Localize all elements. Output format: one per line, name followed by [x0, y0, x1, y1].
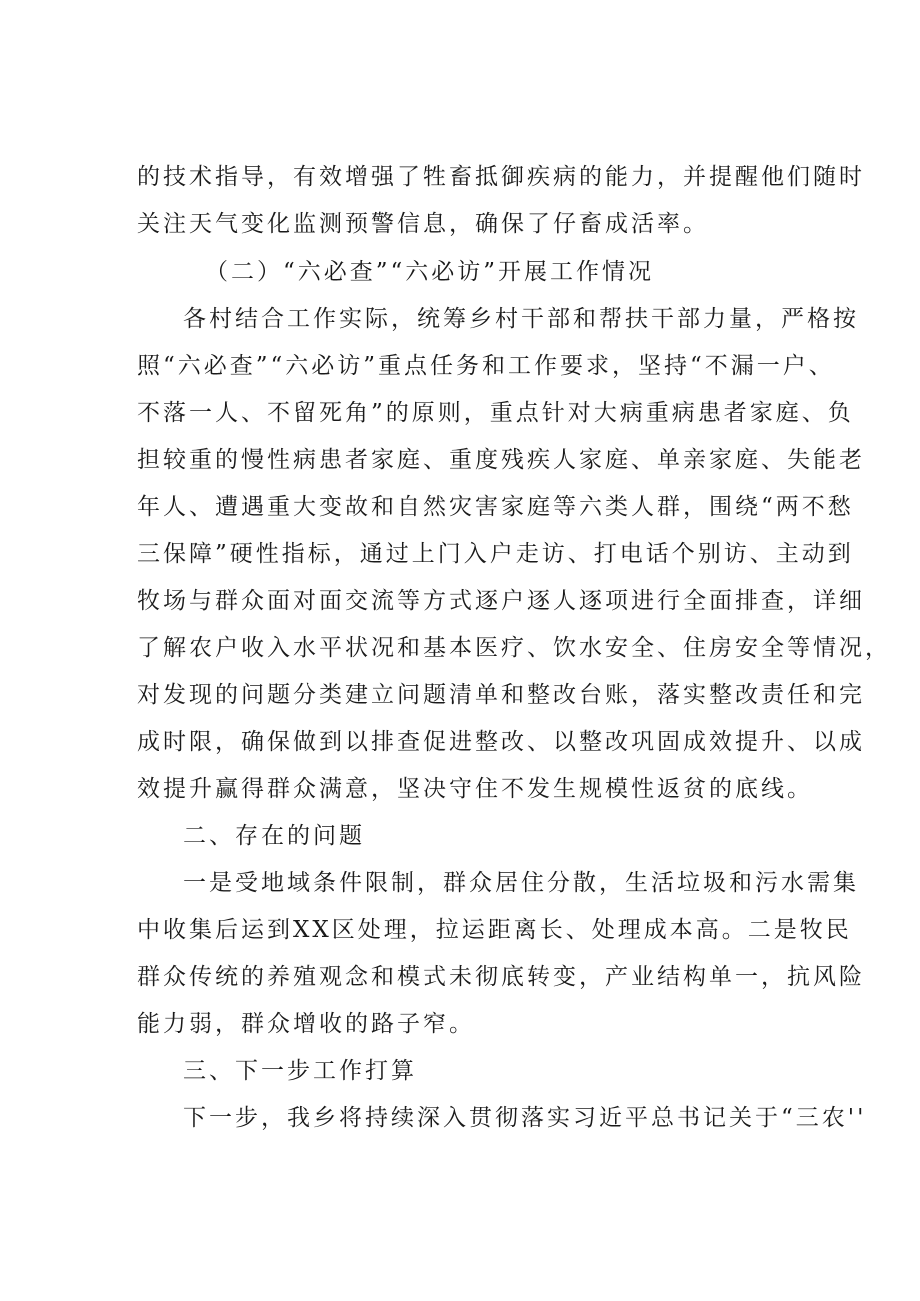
body-line: 照“六必查”“六必访”重点任务和工作要求，坚持“不漏一户、 [137, 353, 835, 379]
section-subheading: （二）“六必查”“六必访”开展工作情况 [205, 259, 655, 285]
body-line: 年人、遭遇重大变故和自然灾害家庭等六类人群，围绕“两不愁 [137, 494, 854, 520]
body-line: 牧场与群众面对面交流等方式逐户逐人逐项进行全面排查，详细 [137, 588, 865, 614]
body-line: 成时限，确保做到以排查促进整改、以整改巩固成效提升、以成 [137, 729, 865, 755]
body-line: 的技术指导，有效增强了牲畜抵御疾病的能力，并提醒他们随时 [137, 164, 865, 190]
section-heading: 三、下一步工作打算 [183, 1058, 417, 1084]
body-line: 对发现的问题分类建立问题清单和整改台账，落实整改责任和完 [137, 682, 865, 708]
body-line: 关注天气变化监测预警信息，确保了仔畜成活率。 [137, 211, 709, 237]
section-heading: 二、存在的问题 [183, 823, 365, 849]
body-line: 不落一人、不留死角”的原则，重点针对大病重病患者家庭、负 [137, 400, 854, 426]
body-line: 中收集后运到XX区处理，拉运距离长、处理成本高。二是牧民 [137, 917, 852, 943]
body-line: 担较重的慢性病患者家庭、重度残疾人家庭、单亲家庭、失能老 [137, 447, 865, 473]
body-line: 效提升赢得群众满意，坚决守住不发生规模性返贫的底线。 [137, 776, 813, 802]
paragraph-first-line: 一是受地域条件限制，群众居住分散，生活垃圾和污水需集 [183, 870, 859, 896]
paragraph-first-line: 下一步，我乡将持续深入贯彻落实习近平总书记关于“三农'' [183, 1105, 867, 1131]
body-line: 三保障”硬性指标，通过上门入户走访、打电话个别访、主动到 [137, 541, 854, 567]
body-line: 能力弱，群众增收的路子窄。 [137, 1011, 475, 1037]
body-line: 了解农户收入水平状况和基本医疗、饮水安全、住房安全等情况， [137, 635, 891, 661]
paragraph-first-line: 各村结合工作实际，统筹乡村干部和帮扶干部力量，严格按 [183, 306, 859, 332]
body-line: 群众传统的养殖观念和模式未彻底转变，产业结构单一，抗风险 [137, 964, 865, 990]
